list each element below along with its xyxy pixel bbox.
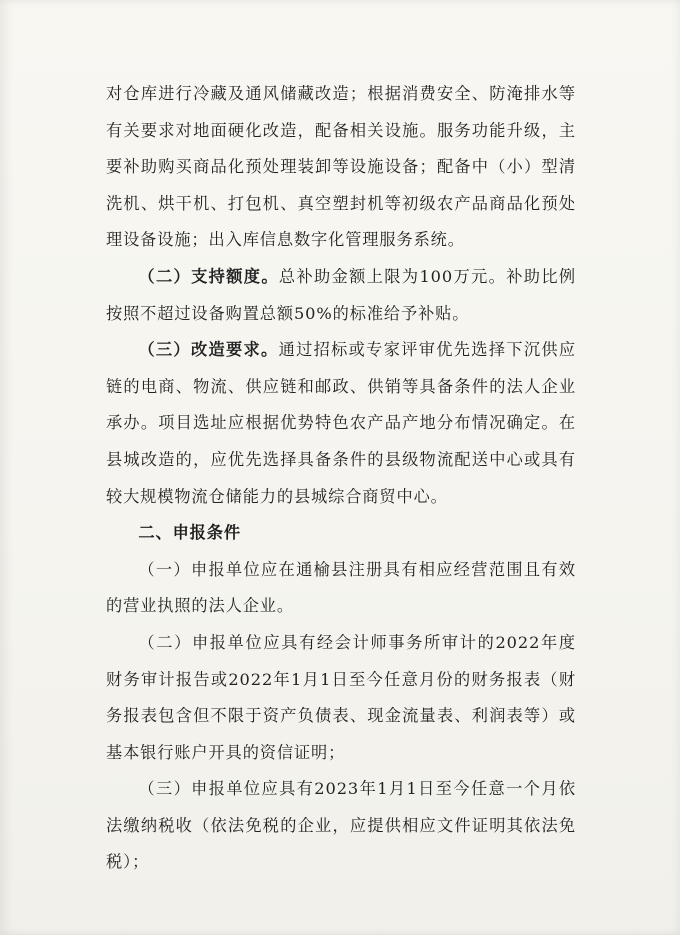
paragraph-support-amount: （二）支持额度。总补助金额上限为100万元。补助比例按照不超过设备购置总额50%的标准给予补贴。 <box>106 266 576 323</box>
document-body <box>106 76 576 881</box>
paragraph-condition-2: （二）申报单位应具有经会计师事务所审计的2022年度财务审计报告或2022年1月1日至今任意月份的财务报表（财务报表包含但不限于资产负债表、现金流量表、利润表等）或基本银行账户开具的资信证明； <box>106 632 576 762</box>
scan-pen-mark <box>148 602 156 607</box>
section-heading-application-conditions: 二、申报条件 <box>138 523 241 543</box>
section-lead-support-amount: （二）支持额度。 <box>138 266 279 286</box>
paragraph-condition-1: （一）申报单位应在通榆县注册具有相应经营范围且有效的营业执照的法人企业。 <box>106 559 576 616</box>
paragraph-condition-3: （三）申报单位应具有2023年1月1日至今任意一个月依法缴纳税收（依法免税的企业，应提供相应文件证明其依法免税）； <box>106 779 576 872</box>
paragraph-renovation-requirements: （三）改造要求。通过招标或专家评审优先选择下沉供应链的电商、物流、供应链和邮政、供销等具备条件的法人企业承办。项目选址应根据优势特色农产品产地分布情况确定。在县城改造的，应优先选择具备条件的县级物流配送中心或具有较大规模物流仓储能力的县城综合商贸中心。 <box>106 340 576 506</box>
section-lead-renovation-requirements: （三）改造要求。 <box>138 340 279 360</box>
paragraph-storage-upgrade: 对仓库进行冷藏及通风储藏改造；根据消费安全、防淹排水等有关要求对地面硬化改造，配备相关设施。服务功能升级，主要补助购买商品化预处理装卸等设施设备；配备中（小）型清洗机、烘干机、打包机、真空塑封机等初级农产品商品化预处理设备设施；出入库信息数字化管理服务系统。 <box>106 84 576 250</box>
